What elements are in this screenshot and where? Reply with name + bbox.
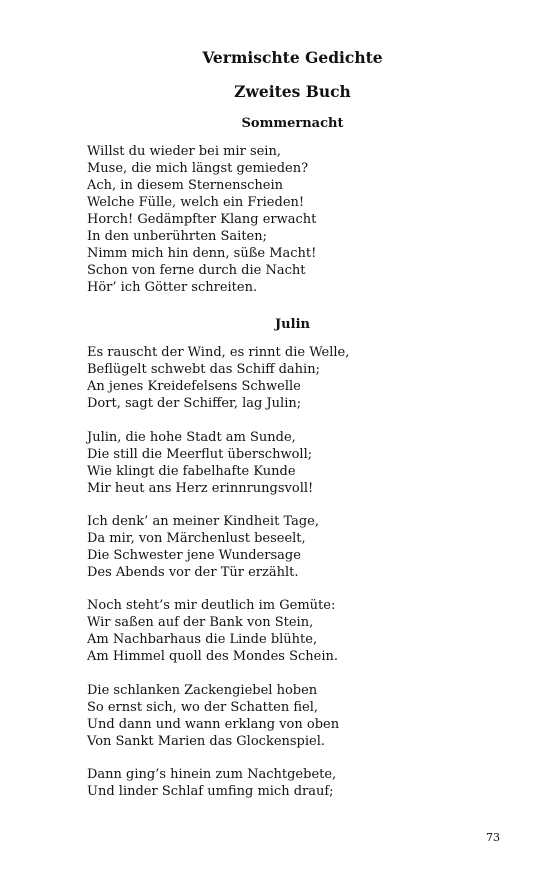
- poem-line: Am Himmel quoll des Mondes Schein.: [87, 649, 339, 664]
- poem-line: Des Abends vor der Tür erzählt.: [87, 565, 299, 580]
- poem-line: So ernst sich, wo der Schatten fiel,: [87, 700, 318, 715]
- poem-line: An jenes Kreidefelsens Schwelle: [87, 379, 301, 394]
- poem-line: Schon von ferne durch die Nacht: [87, 263, 306, 278]
- poem-line: Die still die Meerflut überschwoll;: [87, 447, 313, 462]
- poem-line: Nimm mich hin denn, süße Macht!: [87, 246, 317, 261]
- poem-line: Ich denk’ an meiner Kindheit Tage,: [87, 514, 320, 529]
- poem-line: Dort, sagt der Schiffer, lag Julin;: [87, 396, 302, 411]
- poem-line: Hör’ ich Götter schreiten.: [87, 280, 258, 295]
- poem-stanza: [87, 429, 507, 497]
- poem-stanza: [87, 682, 507, 750]
- poem-stanza: [87, 344, 507, 412]
- page-number: 73: [486, 831, 500, 844]
- poem-line: Und dann und wann erklang von oben: [87, 717, 340, 732]
- book-title: Zweites Buch: [234, 82, 351, 101]
- poem-stanza: [87, 513, 507, 581]
- poem-line: Welche Fülle, welch ein Frieden!: [87, 195, 305, 210]
- poem-stanza: [87, 766, 507, 800]
- poem-line: Julin, die hohe Stadt am Sunde,: [87, 430, 296, 445]
- poem-stanza: [87, 143, 507, 296]
- poem-line: Beflügelt schwebt das Schiff dahin;: [87, 362, 320, 377]
- poem-title: Sommernacht: [241, 116, 344, 131]
- poem-line: Mir heut ans Herz erinnrungsvoll!: [87, 481, 314, 496]
- poem-line: Die schlanken Zackengiebel hoben: [87, 683, 318, 698]
- poem-line: Dann ging’s hinein zum Nachtgebete,: [87, 767, 337, 782]
- poem-title: Julin: [275, 317, 310, 332]
- poem-line: In den unberührten Saiten;: [87, 229, 268, 244]
- poem-line: Ach, in diesem Sternenschein: [87, 178, 283, 193]
- poem-line: Die Schwester jene Wundersage: [87, 548, 301, 563]
- poem-line: Von Sankt Marien das Glockenspiel.: [87, 734, 326, 749]
- poem-line: Noch steht’s mir deutlich im Gemüte:: [87, 598, 336, 613]
- poem-stanza: [87, 597, 507, 665]
- poem-line: Es rauscht der Wind, es rinnt die Welle,: [87, 345, 350, 360]
- poem-line: Willst du wieder bei mir sein,: [87, 144, 281, 159]
- poem-line: Horch! Gedämpfter Klang erwacht: [87, 212, 317, 227]
- poem-line: Und linder Schlaf umfing mich drauf;: [87, 784, 334, 799]
- poem-line: Wie klingt die fabelhafte Kunde: [87, 464, 296, 479]
- poem-line: Muse, die mich längst gemieden?: [87, 161, 309, 176]
- collection-title: Vermischte Gedichte: [202, 48, 383, 67]
- poem-line: Wir saßen auf der Bank von Stein,: [87, 615, 314, 630]
- poem-line: Am Nachbarhaus die Linde blühte,: [87, 632, 318, 647]
- poem-line: Da mir, von Märchenlust beseelt,: [87, 531, 306, 546]
